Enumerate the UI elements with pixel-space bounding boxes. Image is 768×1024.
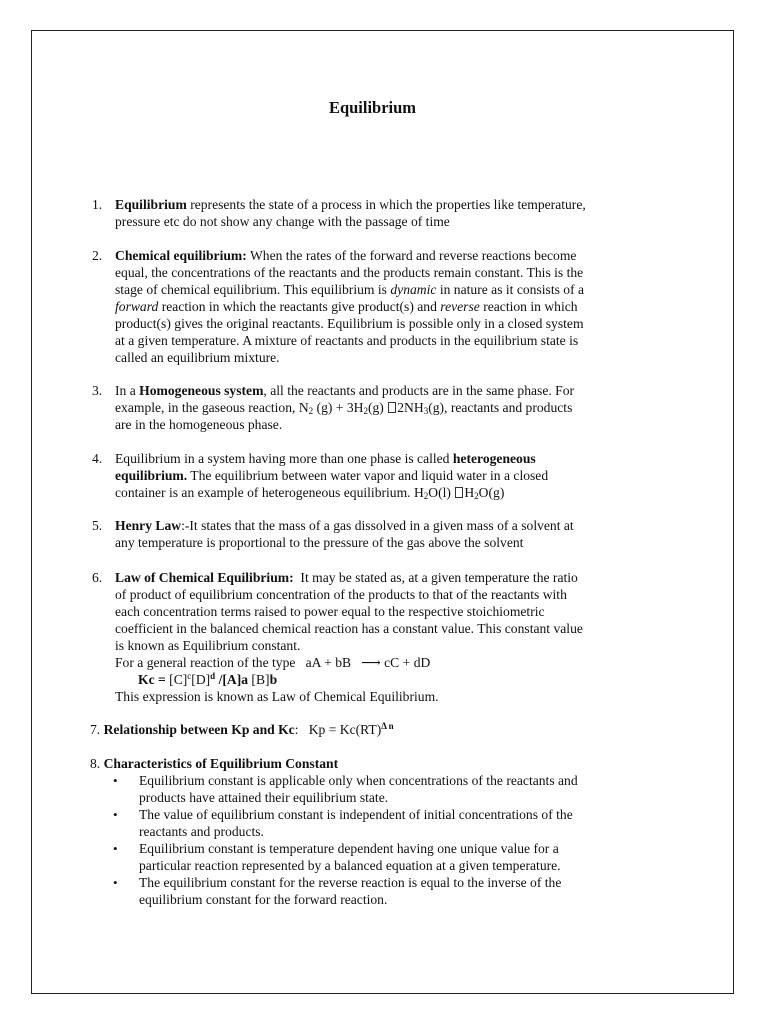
item-number: 8. [90,756,101,771]
equilibrium-arrow-icon [455,487,463,498]
item-number: 7. [90,722,101,737]
kp-kc-equation: Kp = Kc(RT) [308,722,382,737]
equilibrium-arrow-icon [388,402,396,413]
term-characteristics: Characteristics of Equilibrium Constant [103,756,339,771]
bullet-icon: • [113,841,118,856]
term-heterogeneous: heterogeneous [452,451,536,466]
term-equilibrium: Equilibrium [115,197,187,212]
item-number: 1. [92,197,103,212]
term-homogeneous-system: Homogeneous system [139,383,264,398]
kc-expression: $Kc = [C]^c[D]^d$ /[A]a [B]b [138,671,278,687]
item-number: 3. [92,383,103,398]
item-number: 5. [92,518,103,533]
term-henry-law: Henry Law [115,518,182,533]
term-law-of-chemical-equilibrium: Law of Chemical Equilibrium: [115,570,294,585]
item-number: 2. [92,248,103,263]
bullet-icon: • [113,773,118,788]
general-reaction: For a general reaction of the type aA + bB ⟶ cC + dD [115,655,431,670]
bullet-icon: • [113,875,118,890]
item-number: 4. [92,451,103,466]
term-kp-kc: Relationship between Kp and Kc [103,722,295,737]
term-equilibrium-2: equilibrium. [115,468,188,483]
bullet-icon: • [113,807,118,822]
term-chemical-equilibrium: Chemical equilibrium: [115,248,247,263]
reaction-equation: example, in the gaseous reaction, $N_2$ $(g) + 3H_2(g)$ $2NH_3(g)$, reactants and products [115,400,573,416]
document-title: Equilibrium [328,98,417,117]
item-number: 6. [92,570,103,585]
